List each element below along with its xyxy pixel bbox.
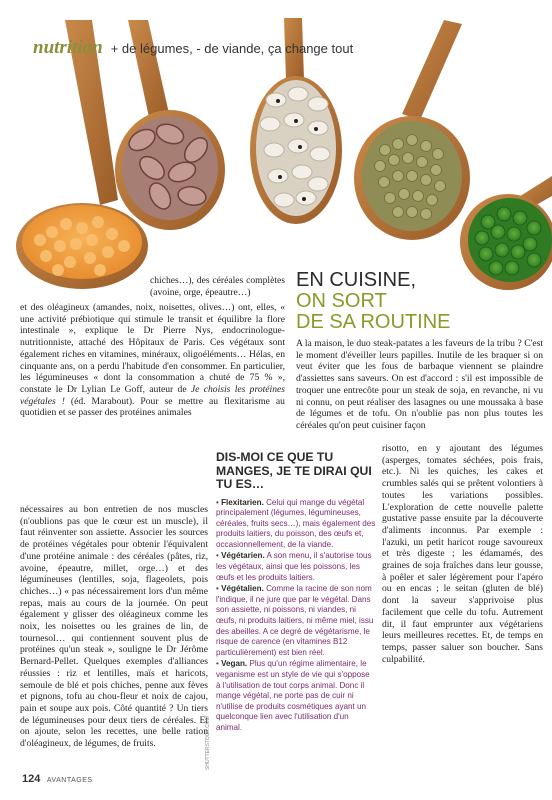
green-lentils-spoon [354, 20, 470, 240]
rubric-title: nutrition [33, 37, 103, 58]
photo-credit: SHUTTERSTOCK.COM [205, 716, 211, 770]
page-subtitle: + de légumes, - de viande, ça change tout [110, 41, 354, 56]
box-definition: Celui qui mange du végétal principalement (légumes, légumineuses, céréales, fruits secs…), mais également des produits laitiers, du poisson, des œufs et, occasionnellement, de la viande. [216, 497, 376, 549]
box-item-vegetarien: • Végétarien. A son menu, il s'autorise tous les végétaux, ainsi que les poissons, les œufs et les produits laitiers. [216, 551, 372, 582]
cuisine-heading-line-1: EN CUISINE, [296, 269, 417, 291]
box-item-flexitarien: • Flexitarien. Celui qui mange du végétal principalement (légumes, légumineuses, céréales, fruits secs…), mais également des produits laitiers, du poisson, des œufs et, occasionnellement, de la viande. [216, 497, 376, 549]
box-definition: Comme la racine de son nom l'indique, il ne jure que par le végétal. Dans son assiette, ni poissons, ni viandes, ni œufs, ni produits laitiers, ni même miel, issu des abeilles. A ce degré de végétarisme, le risque de carence (en vitamines B12 particulièrement) est bien réel. [216, 584, 374, 657]
box-term: Vegan. [221, 659, 248, 669]
box-term: Flexitarien. [221, 497, 264, 507]
page-folio [22, 769, 93, 787]
cuisine-text-wide: A la maison, le duo steak-patates a les faveurs de la tribu ? C'est le moment d'éveiller leurs papilles. Inutile de les braquer si on veut éviter que les fous de barbaque viennent se plaindre d'assiettes sans saveurs. On est d'accord : s'il est impossible de troquer une entrecôte pour un steak de soja, en revanche, ni vu ni connu, on peut réaliser des lasagnes ou une moussaka à base de légumes et de tofu. On n'oublie pas non plus toutes les céréales qu'on peut cuisiner façon [296, 338, 543, 431]
cuisine-heading [296, 270, 541, 333]
box-item-vegan: • Vegan. Plus qu'un régime alimentaire, le veganisme est un style de vie qui s'oppose à l'utilisation de tout corps animal. Donc il mange végétal, ne porte pas de cuir ni n'utilise de produits cosmétiques ayant un quelconque lien avec l'utilisation d'un animal. [216, 659, 370, 732]
box-term: Végétalien. [221, 584, 264, 594]
box-definition: A son menu, il s'autorise tous les végétaux, ainsi que les poissons, les œufs et les produits laitiers. [216, 551, 372, 582]
para1-end-text: (éd. Marabout). Pour se mettre au flexitarisme au quotidien et se passer des protéines animales [20, 395, 285, 419]
page-header [33, 37, 353, 59]
magazine-name: AVANTAGES [46, 777, 93, 784]
left-column-paragraph-2: nécessaires au bon entretien de nos muscles (n'oublions pas que le cœur est un muscle), il faut réinventer son assiette. Associer les sources de protéines végétales pour obtenir l'équivalent d'une protéine animale : des céréales (pâtes, riz, avoine, épeautre, millet, orge…) et des légumineuses (lentilles, soja, flageolets, pois chiches…) « pas nécessairement lors d'un même repas, mais au cours de la journée. On peut également y glisser des oléagineux comme les noix, les noisettes ou les graines de lin, de tournesol… qui contiennent souvent plus de protéines qu'un steak », souligne le Dr Jérôme Bernard-Pellet. Quelques exemples d'alliances réussies : riz et lentilles, maïs et haricots, semoule de blé et pois chiches, penne aux fèves et pignons, tofu au chou-fleur et noix de cajou, pain et soupe aux pois. Côté quantité ? Un tiers de légumineuses pour deux tiers de céréales. Et on ajoute, selon les recettes, une belle ration d'oléagineux, de légumes, de fruits. [20, 504, 208, 750]
box-item-vegetalien: • Végétalien. Comme la racine de son nom l'indique, il ne jure que par le végétal. Dans son assiette, ni poissons, ni viandes, ni œufs, ni produits laitiers, ni même miel, issu des abeilles. A ce degré de végétarisme, le risque de carence (en vitamines B12 particulièrement) est bien réel. [216, 584, 374, 657]
definitions-box [216, 451, 376, 742]
box-term: Végétarien. [221, 551, 265, 561]
cuisine-heading-line-2: ON SORT [296, 290, 387, 312]
cuisine-text-narrow: risotto, en y ajoutant des légumes (asperges, tomates séchées, pois frais, etc.). Ni les quiches, les cakes et crumbles salés qui se prêtent volontiers à toutes les variations possibles. L'exploration de cette nouvelle palette gustative passe ensuite par la découverte d'aliments inconnus. Par exemple : l'azuki, un petit haricot rouge savoureux et très digeste ; les édamamés, des graines de soja fraîches dans leur gousse, à poêler et saler légèrement pour l'apéro ou en encas ; le seitan (gluten de blé) dont la saveur s'apprivoise plus facilement que celle du tofu. Autrement dit, il faut emprunter aux végétariens leurs meilleures recettes. Et, de temps en temps, passer saluer son boucher. Sans culpabilité. [382, 443, 543, 665]
left-column-paragraph-1 [20, 302, 285, 419]
left-column-top-text: chiches…), des céréales complètes (avoine, orge, épeautre…) [150, 275, 285, 298]
cuisine-heading-line-3: DE SA ROUTINE [296, 311, 451, 333]
book-title: Je choisis les protéines végétales ! [20, 383, 286, 407]
page-number: 124 [22, 773, 41, 785]
box-definition: Plus qu'un régime alimentaire, le veganisme est un style de vie qui s'oppose à l'utilisation de tout corps animal. Donc il mange végétal, ne porte pas de cuir ni n'utilise de produits cosmétiques ayant un quelconque lien avec l'utilisation d'un animal. [216, 659, 370, 732]
box-title: DIS-MOI CE QUE TU MANGES, JE TE DIRAI QUI TU ES… [216, 450, 372, 491]
para1-text: et des oléagineux (amandes, noix, noisettes, olives…) ont, elles, « une activité prébiotique qui stimule le transit et équilibre la flore intestinale », explique le Dr Pierre Nys, endocrinologue-nutritionniste, attaché des Hôpitaux de Paris. Ces végétaux sont également riches en vitamines, minéraux, oligoéléments… Hélas, en cinquante ans, on a perdu l'habitude d'en consommer. En particulier, les légumineuses « dont la consommation a chuté de 75 % », constate le Dr Lylian Le Goff, auteur de [20, 302, 285, 395]
